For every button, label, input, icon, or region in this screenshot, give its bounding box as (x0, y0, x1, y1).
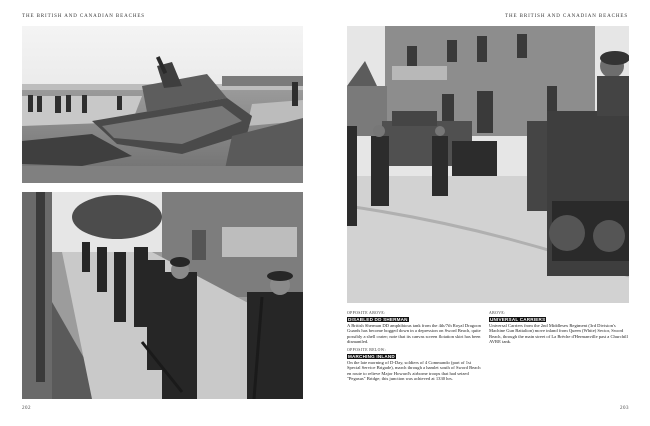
caption-body: Universal Carriers from the 2nd Middlesex Regiment (3rd Division's Machine Gun Battalion) move inland from Queen (White) Sector, Sword Beach, through the main street of La Brèche d'Hermanville past a Churchill AVRE tank. (489, 322, 628, 344)
commandos-marching-image (22, 192, 303, 399)
caption-title: DISABLED DD SHERMAN (348, 316, 408, 322)
sherman-tank-image (22, 26, 303, 183)
caption-body: On the late morning of D-Day, soldiers of 4 Commando (part of 1st Special Service Brigade), march through a hamlet south of Sword Beach en route to relieve Major Howard's airborne troops that had seized "Pegasus" Bridge; this junction was achieved at 1330 hrs. (347, 359, 481, 381)
caption-disabled-sherman (347, 311, 485, 345)
caption-universal-carriers (489, 311, 631, 345)
caption-kicker: OPPOSITE BELOW: (347, 348, 387, 352)
running-head-right: THE BRITISH AND CANADIAN BEACHES (505, 14, 628, 19)
caption-kicker: ABOVE: (489, 311, 506, 315)
caption-kicker: OPPOSITE ABOVE: (347, 311, 386, 315)
caption-body: A British Sherman DD amphibious tank from the 4th/7th Royal Dragoon Guards has become bogged down in a depression on Sword Beach, quite possibly a shell crater; note that its canvas screen flotation skirt has been dismantled. (347, 322, 481, 344)
running-head-left: THE BRITISH AND CANADIAN BEACHES (22, 14, 145, 19)
caption-marching-inland (347, 348, 485, 382)
caption-title: MARCHING INLAND (348, 353, 395, 359)
universal-carriers-photo (347, 26, 629, 303)
right-page (325, 0, 650, 426)
universal-carriers-image (347, 26, 629, 303)
caption-title: UNIVERSAL CARRIERS (490, 316, 546, 322)
page-number-right: 203 (620, 406, 629, 411)
page-number-left: 202 (22, 406, 31, 411)
marching-inland-photo (22, 192, 303, 399)
disabled-sherman-photo (22, 26, 303, 183)
